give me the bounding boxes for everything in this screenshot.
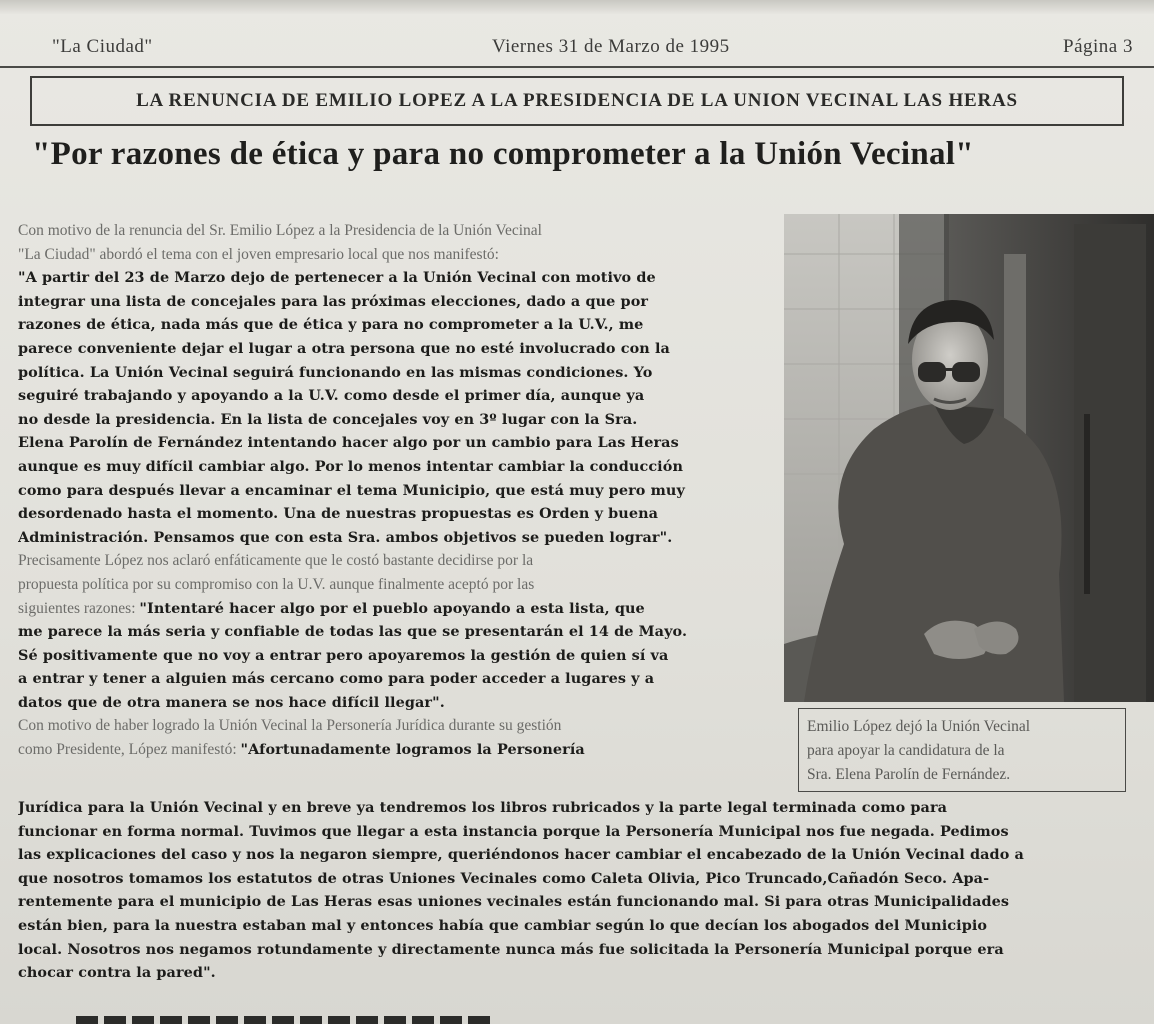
kicker-text: LA RENUNCIA DE EMILIO LOPEZ A LA PRESIDENCIA DE LA UNION VECINAL LAS HERAS xyxy=(136,90,1018,111)
body-line: chocar contra la pared". xyxy=(18,964,216,982)
body-line: Precisamente López nos aclaró enfáticamente que le costó bastante decidirse por la xyxy=(18,552,534,570)
body-line-mixed xyxy=(18,738,783,762)
article-body-wide xyxy=(18,796,1128,985)
body-line: aunque es muy difícil cambiar algo. Por lo menos intentar cambiar la conducción xyxy=(18,457,684,475)
body-line: Jurídica para la Unión Vecinal y en breve ya tendremos los libros rubricados y la parte legal terminada como para xyxy=(18,799,948,816)
header-rule xyxy=(0,66,1154,68)
body-line: propuesta política por su compromiso con la U.V. aunque finalmente aceptó por las xyxy=(18,575,535,593)
photo-caption xyxy=(798,708,1126,792)
body-line: rentemente para el municipio de Las Heras esas uniones vecinales están funcionando mal. Si para otras Municipalidades xyxy=(18,893,1010,911)
portrait-photo xyxy=(784,214,1154,702)
body-line: me parece la más seria y confiable de todas las que se presentarán el 14 de Mayo. xyxy=(18,623,688,641)
body-line: están bien, para la nuestra estaban mal y entonces había que cambiar según lo que decían los abogados del Municipio xyxy=(18,916,988,934)
caption-line: para apoyar la candidatura de la xyxy=(807,742,1005,759)
publication-name: "La Ciudad" xyxy=(52,36,153,57)
body-line: Con motivo de la renuncia del Sr. Emilio López a la Presidencia de la Unión Vecinal xyxy=(18,222,542,239)
body-line: como para después llevar a encaminar el tema Municipio, que está muy pero muy xyxy=(18,481,685,499)
body-line: "A partir del 23 de Marzo dejo de pertenecer a la Unión Vecinal con motivo de xyxy=(18,269,656,287)
body-line-mixed xyxy=(18,597,783,621)
body-line: Elena Parolín de Fernández intentando hacer algo por un cambio para Las Heras xyxy=(18,434,679,452)
body-line: razones de ética, nada más que de ética y para no comprometer a la U.V., me xyxy=(18,316,644,334)
body-line: funcionar en forma normal. Tuvimos que llegar a esta instancia porque la Personería Municipal nos fue negada. Pedimos xyxy=(18,822,1009,840)
caption-line: Sra. Elena Parolín de Fernández. xyxy=(807,766,1011,783)
body-line: local. Nosotros nos negamos rotundamente y directamente nunca más fue solicitada la Personería Municipal porque era xyxy=(18,940,1004,958)
bottom-rule-decoration xyxy=(76,1016,496,1024)
body-line: Administración. Pensamos que con esta Sra. ambos objetivos se pueden lograr". xyxy=(18,528,673,546)
body-segment: "Intentaré hacer algo por el pueblo apoyando a esta lista, que xyxy=(139,599,645,617)
body-line: integrar una lista de concejales para las próximas elecciones, dado a que por xyxy=(18,292,649,310)
body-segment: como Presidente, López manifestó: xyxy=(18,741,241,759)
body-line: a entrar y tener a alguien más cercano como para poder acceder a lugares y a xyxy=(18,670,655,688)
body-line: política. La Unión Vecinal seguirá funcionando en las mismas condiciones. Yo xyxy=(18,363,653,381)
issue-date: Viernes 31 de Marzo de 1995 xyxy=(492,36,730,57)
body-segment: "Afortunadamente logramos la Personería xyxy=(240,741,585,759)
article-body-column xyxy=(18,219,783,762)
photo-illustration xyxy=(784,214,1154,702)
kicker-box xyxy=(30,76,1124,126)
body-line: parece conveniente dejar el lugar a otra persona que no esté involucrado con la xyxy=(18,339,670,357)
body-line: no desde la presidencia. En la lista de concejales voy en 3º lugar con la Sra. xyxy=(18,410,638,428)
page-number: Página 3 xyxy=(1063,36,1133,57)
caption-line: Emilio López dejó la Unión Vecinal xyxy=(807,718,1031,735)
body-line: "La Ciudad" abordó el tema con el joven empresario local que nos manifestó: xyxy=(18,245,499,263)
body-line: seguiré trabajando y apoyando a la U.V. como desde el primer día, aunque ya xyxy=(18,387,645,405)
body-line: desordenado hasta el momento. Una de nuestras propuestas es Orden y buena xyxy=(18,505,659,523)
body-line: Con motivo de haber logrado la Unión Vecinal la Personería Jurídica durante su gestión xyxy=(18,717,562,735)
body-line: que nosotros tomamos los estatutos de otras Uniones Vecinales como Caleta Olivia, Pico Truncado,Cañadón Seco. Apa- xyxy=(18,869,990,887)
body-line: las explicaciones del caso y nos la negaron siempre, queriéndonos hacer cambiar el encabezado de la Unión Vecinal dado a xyxy=(18,846,1024,864)
page-header xyxy=(0,36,1154,66)
headline: "Por razones de ética y para no comprometer a la Unión Vecinal" xyxy=(32,136,974,172)
body-line: Sé positivamente que no voy a entrar pero apoyaremos la gestión de quien sí va xyxy=(18,646,669,664)
body-segment: siguientes razones: xyxy=(18,599,140,617)
page-edge-shadow xyxy=(0,0,1154,14)
body-line: datos que de otra manera se nos hace difícil llegar". xyxy=(18,693,445,711)
